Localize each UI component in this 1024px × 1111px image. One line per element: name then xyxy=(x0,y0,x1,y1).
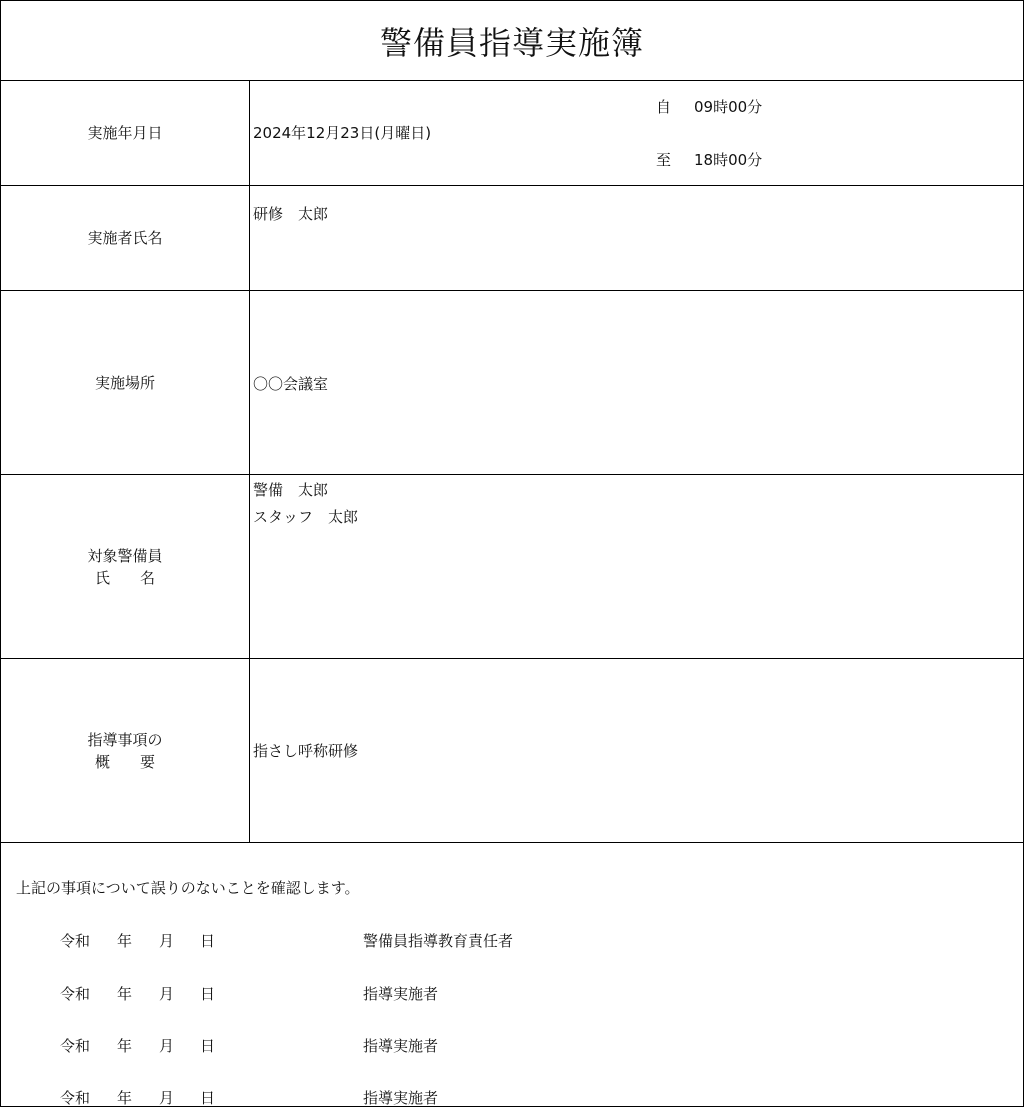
guards-label-line2: 氏 名 xyxy=(94,568,155,587)
signature-role: 指導実施者 xyxy=(363,985,439,1003)
signature-day: 日 xyxy=(200,1037,216,1055)
signature-month: 月 xyxy=(159,932,175,950)
from-prefix: 自 xyxy=(656,98,672,116)
instructor-label xyxy=(1,186,250,290)
from-time: 09時00分 xyxy=(694,98,763,116)
guard-name-2: スタッフ 太郎 xyxy=(253,508,359,526)
instructor-name: 研修 太郎 xyxy=(253,205,329,223)
instructor-label-text: 実施者氏名 xyxy=(87,229,163,247)
signature-era: 令和 xyxy=(60,1037,91,1055)
summary-label xyxy=(1,659,250,842)
signature-year: 年 xyxy=(117,1037,133,1055)
signature-line xyxy=(1,1087,1023,1111)
date-row xyxy=(1,81,1023,186)
signature-day: 日 xyxy=(200,985,216,1003)
summary-label-line1: 指導事項の xyxy=(87,730,163,749)
signature-day: 日 xyxy=(200,932,216,950)
document-title: 警備員指導実施簿 xyxy=(1,1,1023,81)
guards-row xyxy=(1,475,1023,659)
signature-month: 月 xyxy=(159,985,175,1003)
date-label xyxy=(1,81,250,185)
instructor-row xyxy=(1,186,1023,291)
summary-label-line2: 概 要 xyxy=(94,752,155,771)
date-value: 2024年12月23日(月曜日) xyxy=(253,124,432,142)
signature-era: 令和 xyxy=(60,985,91,1003)
signature-era: 令和 xyxy=(60,932,91,950)
signature-line xyxy=(1,930,1023,954)
guards-label xyxy=(1,475,250,658)
place-row xyxy=(1,291,1023,475)
signature-role: 指導実施者 xyxy=(363,1037,439,1055)
signature-year: 年 xyxy=(117,932,133,950)
signature-month: 月 xyxy=(159,1089,175,1107)
to-time: 18時00分 xyxy=(694,151,763,169)
guard-name-1: 警備 太郎 xyxy=(253,481,329,499)
place-label xyxy=(1,291,250,474)
signature-month: 月 xyxy=(159,1037,175,1055)
place-label-text: 実施場所 xyxy=(94,373,155,392)
signature-year: 年 xyxy=(117,1089,133,1107)
signature-line xyxy=(1,1035,1023,1059)
confirmation-section xyxy=(1,843,1023,1106)
signature-year: 年 xyxy=(117,985,133,1003)
summary-value: 指さし呼称研修 xyxy=(253,742,359,760)
place-value: 〇〇会議室 xyxy=(253,375,329,393)
signature-role: 指導実施者 xyxy=(363,1089,439,1107)
signature-line xyxy=(1,983,1023,1007)
confirmation-statement: 上記の事項について誤りのないことを確認します。 xyxy=(16,879,360,897)
guards-label-line1: 対象警備員 xyxy=(87,546,163,565)
to-prefix: 至 xyxy=(656,151,672,169)
date-label-text: 実施年月日 xyxy=(87,124,163,142)
summary-row xyxy=(1,659,1023,843)
signature-era: 令和 xyxy=(60,1089,91,1107)
signature-day: 日 xyxy=(200,1089,216,1107)
signature-role: 警備員指導教育責任者 xyxy=(363,932,514,950)
